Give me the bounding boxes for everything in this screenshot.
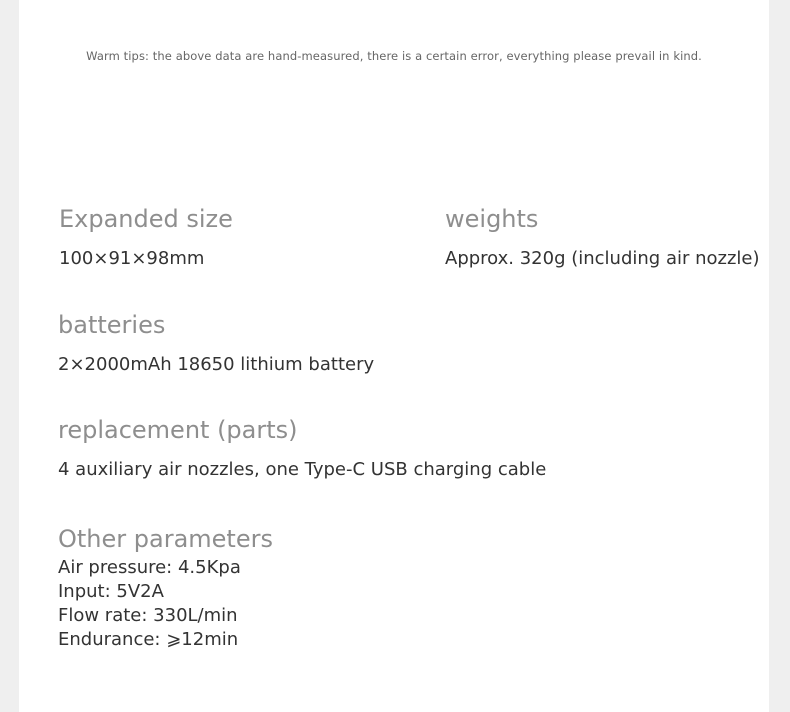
batteries-value: 2×2000mAh 18650 lithium battery bbox=[58, 354, 375, 375]
other-parameters-list bbox=[58, 556, 241, 652]
flow-rate-line: Flow rate: 330L/min bbox=[58, 605, 238, 626]
air-pressure-line: Air pressure: 4.5Kpa bbox=[58, 557, 241, 578]
replacement-value: 4 auxiliary air nozzles, one Type-C USB charging cable bbox=[58, 459, 547, 480]
weights-label: weights bbox=[445, 205, 539, 233]
endurance-line: Endurance: ⩾12min bbox=[58, 629, 239, 650]
input-line: Input: 5V2A bbox=[58, 581, 164, 602]
warm-tips-note: Warm tips: the above data are hand-measured, there is a certain error, everything please prevail in kind. bbox=[86, 49, 702, 63]
weights-value: Approx. 320g (including air nozzle) bbox=[445, 248, 760, 269]
expanded-size-value: 100×91×98mm bbox=[59, 248, 205, 269]
replacement-label: replacement (parts) bbox=[58, 416, 298, 444]
other-parameters-label: Other parameters bbox=[58, 525, 273, 553]
expanded-size-label: Expanded size bbox=[59, 205, 233, 233]
batteries-label: batteries bbox=[58, 311, 166, 339]
product-spec-sheet bbox=[19, 0, 769, 712]
